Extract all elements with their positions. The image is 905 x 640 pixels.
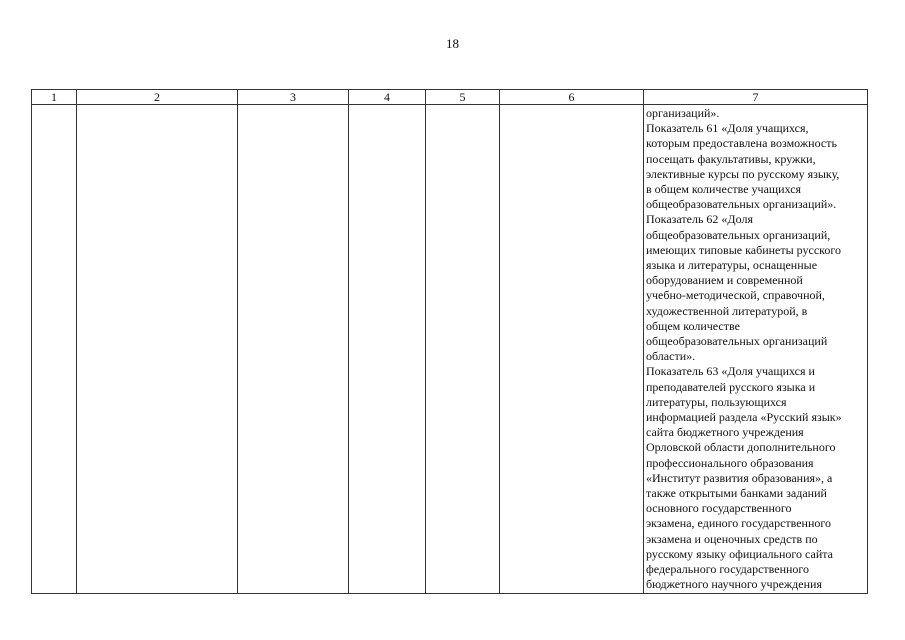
text-line: федерального государственного — [646, 562, 810, 577]
text-line: Орловской области дополнительного — [646, 440, 836, 455]
text-line: оборудованием и современной — [646, 273, 803, 288]
document-table — [31, 89, 868, 594]
column-header-1: 1 — [32, 90, 77, 105]
text-line: бюджетного научного учреждения — [646, 577, 822, 592]
text-line: языка и литературы, оснащенные — [646, 258, 818, 273]
text-line: организаций». — [646, 106, 720, 120]
text-line: экзамена, единого государственного — [646, 516, 832, 531]
page-number: 18 — [446, 36, 459, 51]
table-cell-col5 — [426, 105, 500, 594]
table-header-row — [32, 90, 868, 105]
table-cell-col6 — [500, 105, 644, 594]
text-line: экзамена и оценочных средств по — [646, 531, 818, 546]
column-header-4: 4 — [349, 90, 426, 105]
text-line: общеобразовательных организаций — [646, 334, 828, 349]
text-line: общеобразовательных организаций». — [646, 197, 837, 212]
text-line: Показатель 61 «Доля учащихся, — [646, 121, 809, 136]
text-line: профессионального образования — [646, 455, 814, 470]
text-line: художественной литературой, в — [646, 303, 808, 318]
text-line: области». — [646, 349, 696, 364]
text-line: элективные курсы по русскому языку, — [646, 166, 840, 181]
column-header-6: 6 — [500, 90, 644, 105]
column-header-5: 5 — [426, 90, 500, 105]
text-line: в общем количестве учащихся — [646, 182, 802, 197]
text-line: Показатель 62 «Доля — [646, 212, 753, 227]
text-line: также открытыми банками заданий — [646, 486, 827, 501]
text-line: основного государственного — [646, 501, 792, 516]
text-line: информацией раздела «Русский язык» — [646, 410, 842, 425]
text-line: сайта бюджетного учреждения — [646, 425, 804, 440]
text-line: «Институт развития образования», а — [646, 470, 833, 485]
text-line: имеющих типовые кабинеты русского — [646, 242, 842, 257]
text-line: общеобразовательных организаций, — [646, 227, 831, 242]
column-header-7: 7 — [644, 90, 868, 105]
text-line: учебно-методической, справочной, — [646, 288, 825, 303]
table-cell-col1 — [32, 105, 77, 594]
text-line: литературы, пользующихся — [646, 394, 787, 409]
table-cell-col7 — [644, 105, 868, 594]
table-cell-col2 — [77, 105, 238, 594]
table-cell-col4 — [349, 105, 426, 594]
table-cell-col3 — [238, 105, 349, 594]
text-line: общем количестве — [646, 318, 740, 333]
column-header-3: 3 — [238, 90, 349, 105]
table-row — [32, 105, 868, 594]
text-line: Показатель 63 «Доля учащихся и — [646, 364, 815, 379]
text-line: преподавателей русского языка и — [646, 379, 816, 394]
text-line: посещать факультативы, кружки, — [646, 151, 816, 166]
column-header-2: 2 — [77, 90, 238, 105]
text-line: которым предоставлена возможность — [646, 136, 837, 151]
text-line: русскому языку официального сайта — [646, 546, 833, 561]
